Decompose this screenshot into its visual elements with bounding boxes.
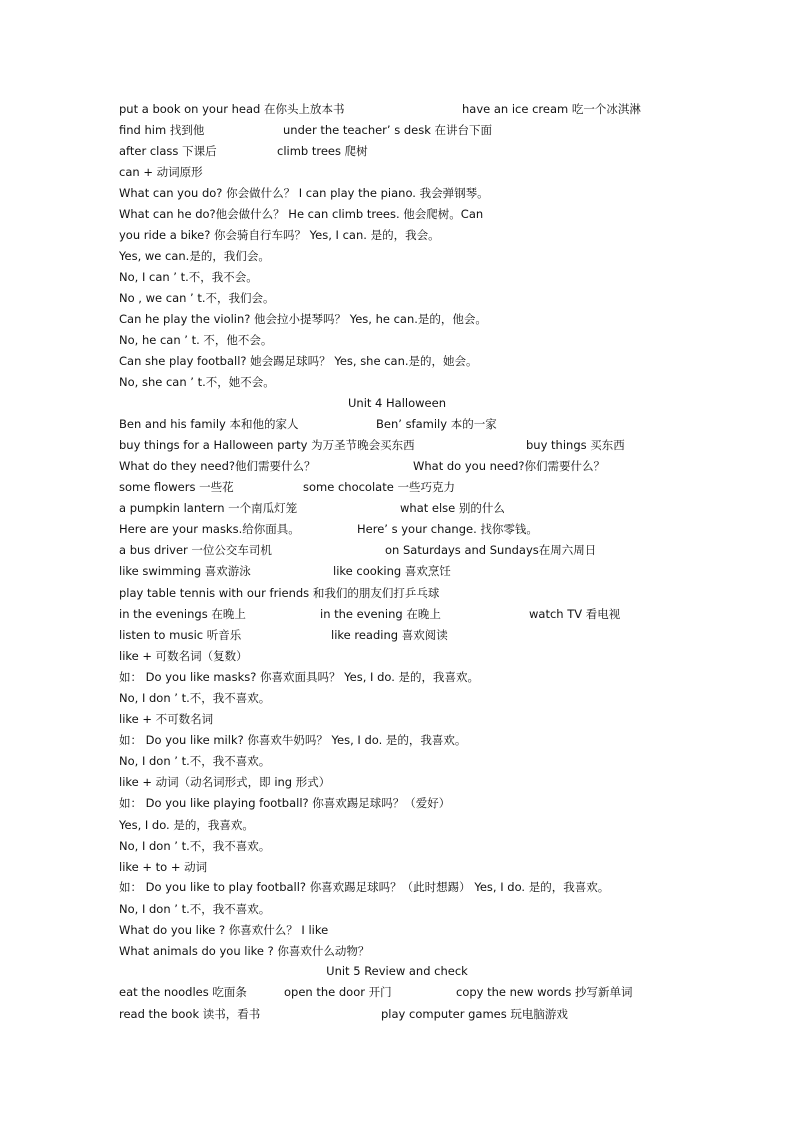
line-text: put a book on your head 在你头上放本书 — [119, 102, 345, 116]
line-text: What do they need?他们需要什么？ — [119, 459, 316, 473]
line-text-col2: on Saturdays and Sundays在周六周日 — [385, 543, 597, 557]
line-text-col2: like cooking 喜欢烹饪 — [333, 564, 451, 578]
line-text: 如： Do you like to play football? 你喜欢踢足球吗？（此时想踢） Yes, I do. 是的，我喜欢。 — [119, 880, 610, 894]
line-text: read the book 读书，看书 — [119, 1007, 261, 1021]
line-text: eat the noodles 吃面条 — [119, 985, 247, 999]
line-text-col2: play computer games 玩电脑游戏 — [381, 1007, 568, 1021]
line-text: like + 不可数名词 — [119, 712, 214, 726]
line-text-col2: Ben’ sfamily 本的一家 — [376, 417, 497, 431]
line-text: 如： Do you like milk? 你喜欢牛奶吗？ Yes, I do. 是的，我喜欢。 — [119, 733, 467, 747]
line-text: Can she play football? 她会踢足球吗？ Yes, she can.是的，她会。 — [119, 354, 478, 368]
line-text: No, he can ’ t. 不，他不会。 — [119, 333, 273, 347]
line-text: like + 动词（动名词形式，即 ing 形式） — [119, 775, 331, 789]
line-text: Yes, we can.是的，我们会。 — [119, 249, 270, 263]
line-text-col3: copy the new words 抄写新单词 — [456, 985, 633, 999]
line-text-col2: under the teacher’ s desk 在讲台下面 — [283, 123, 493, 137]
unit5-heading: Unit 5 Review and check — [326, 964, 468, 978]
line-text: like + to + 动词 — [119, 860, 208, 874]
line-text-col2: have an ice cream 吃一个冰淇淋 — [462, 102, 641, 116]
line-text: find him 找到他 — [119, 123, 205, 137]
line-text-col2: Here’ s your change. 找你零钱。 — [357, 522, 538, 536]
line-text: What can you do? 你会做什么？ I can play the piano. 我会弹钢琴。 — [119, 186, 489, 200]
line-text: 如： Do you like playing football? 你喜欢踢足球吗？（爱好） — [119, 796, 451, 810]
line-text: What do you like ? 你喜欢什么？ I like — [119, 923, 329, 937]
line-text: like swimming 喜欢游泳 — [119, 564, 251, 578]
line-text-col2: What do you need?你们需要什么？ — [413, 459, 605, 473]
line-text-col3: watch TV 看电视 — [529, 607, 621, 621]
line-text: No, I don ’ t.不，我不喜欢。 — [119, 754, 271, 768]
line-text: No, I don ’ t.不，我不喜欢。 — [119, 839, 271, 853]
line-text: No , we can ’ t.不，我们会。 — [119, 291, 275, 305]
line-text: What animals do you like ? 你喜欢什么动物？ — [119, 944, 370, 958]
unit4-heading: Unit 4 Halloween — [347, 396, 446, 410]
line-text: Yes, I do. 是的，我喜欢。 — [119, 818, 254, 832]
line-text-col2: some chocolate 一些巧克力 — [303, 480, 455, 494]
line-text-col2: like reading 喜欢阅读 — [331, 628, 448, 642]
line-text: like + 可数名词（复数） — [119, 649, 248, 663]
line-text: Ben and his family 本和他的家人 — [119, 417, 299, 431]
line-text: can + 动词原形 — [119, 165, 203, 179]
line-text: No, I don ’ t.不，我不喜欢。 — [119, 691, 271, 705]
line-text: some flowers 一些花 — [119, 480, 234, 494]
line-text: No, I don ’ t.不，我不喜欢。 — [119, 902, 271, 916]
line-text: buy things for a Halloween party 为万圣节晚会买东西 — [119, 438, 415, 452]
line-text: a pumpkin lantern 一个南瓜灯笼 — [119, 501, 298, 515]
line-text: play table tennis with our friends 和我们的朋友们打乒乓球 — [119, 586, 440, 600]
line-text-col2: in the evening 在晚上 — [320, 607, 441, 621]
line-text: 如： Do you like masks? 你喜欢面具吗？ Yes, I do. 是的，我喜欢。 — [119, 670, 480, 684]
line-text: you ride a bike? 你会骑自行车吗？ Yes, I can. 是的，我会。 — [119, 228, 440, 242]
line-text: No, she can ’ t.不，她不会。 — [119, 375, 275, 389]
line-text: in the evenings 在晚上 — [119, 607, 246, 621]
line-text: listen to music 听音乐 — [119, 628, 242, 642]
line-text: Here are your masks.给你面具。 — [119, 522, 300, 536]
line-text-col2: what else 别的什么 — [400, 501, 505, 515]
line-text: after class 下课后 — [119, 144, 217, 158]
line-text: No, I can ’ t.不，我不会。 — [119, 270, 258, 284]
line-text: What can he do?他会做什么？ He can climb trees. 他会爬树。Can — [119, 207, 484, 221]
line-text: Can he play the violin? 他会拉小提琴吗？ Yes, he can.是的，他会。 — [119, 312, 487, 326]
line-text: a bus driver 一位公交车司机 — [119, 543, 272, 557]
line-text-col2: buy things 买东西 — [526, 438, 625, 452]
line-text-col2: climb trees 爬树 — [277, 144, 368, 158]
line-text-col2: open the door 开门 — [284, 985, 392, 999]
